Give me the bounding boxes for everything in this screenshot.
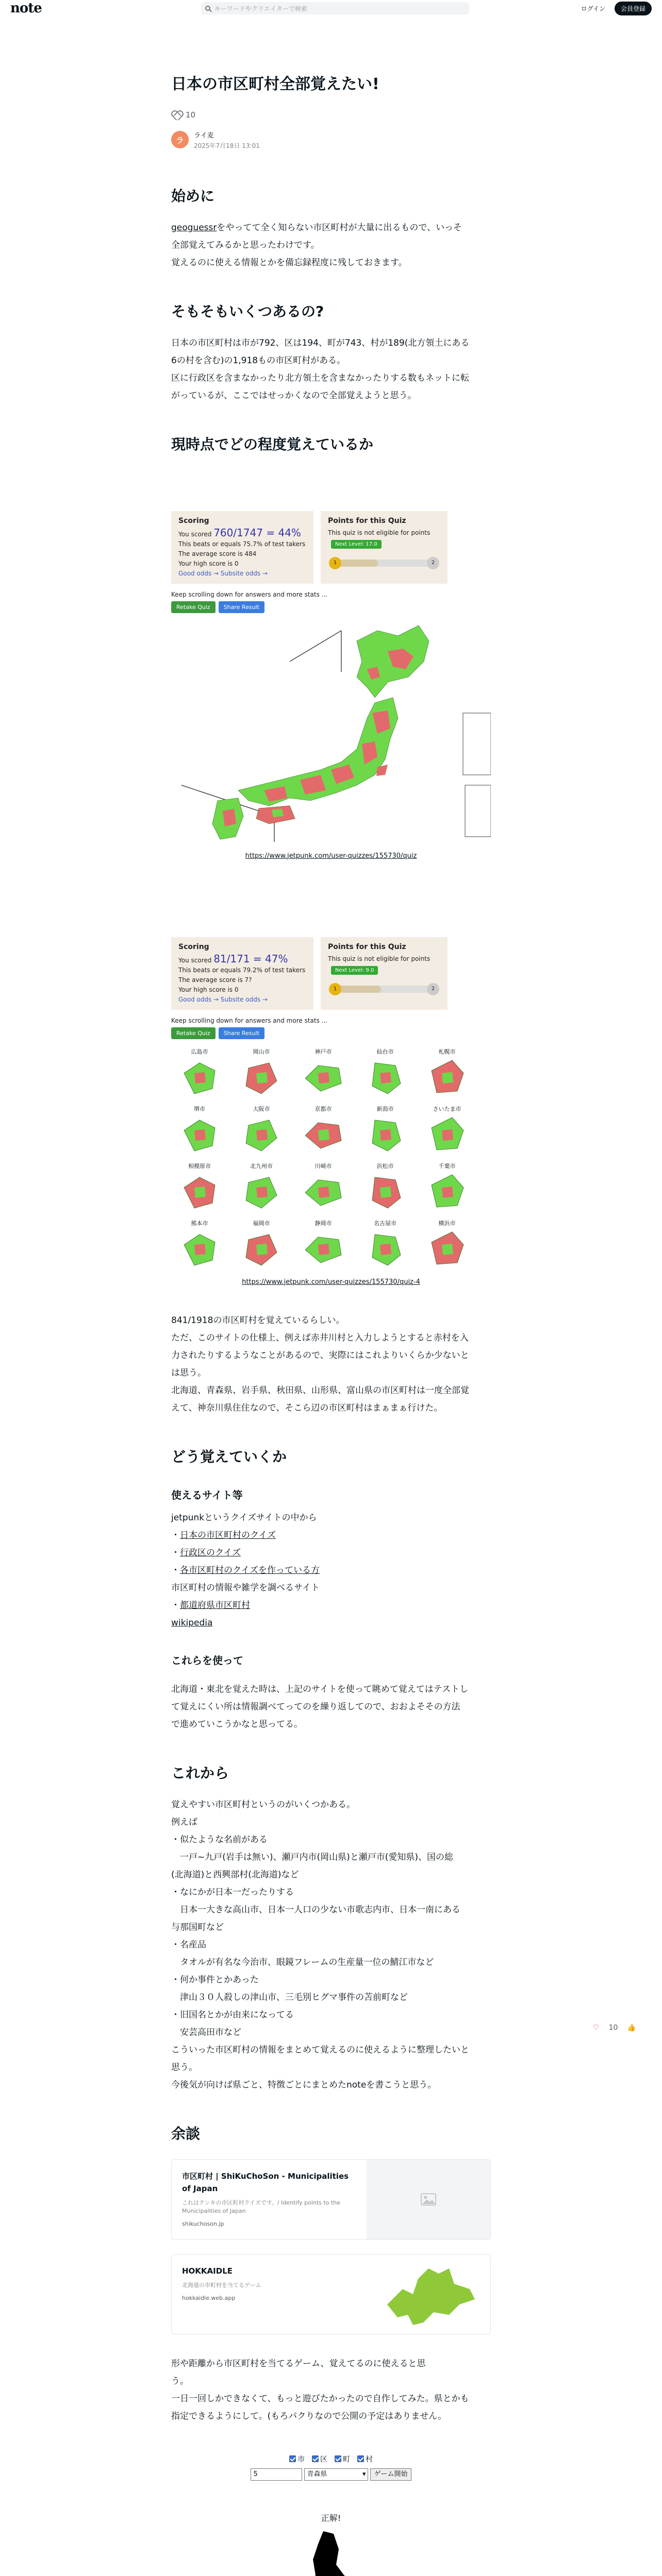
city-label: 大阪市 [253,1105,270,1112]
city-ward-map [179,1172,220,1211]
city-label: 千葉市 [438,1162,456,1170]
progress-heading: 現時点でどの程度覚えているか [171,436,374,453]
quiz1-screenshot [171,511,491,860]
city-ward-map [365,1115,406,1154]
city-ward-map [426,1172,468,1211]
quiz2-keep-scrolling: Keep scrolling down for answers and more stats ... [171,1016,328,1024]
city-ward-map [241,1229,282,1268]
city-ward-map [241,1172,282,1211]
quiz1-retake-button[interactable]: Retake Quiz [171,601,216,613]
quiz1-points-panel [321,511,448,584]
city-tile [171,1162,228,1211]
start-game-button[interactable]: ゲーム開始 [370,2468,411,2481]
quiz2-avg-line: The average score is 7? [178,976,252,984]
like-summary[interactable] [171,110,491,120]
like-count: 10 [186,110,196,120]
site-link-3[interactable]: 各市区町村のクイズを作っている方 [180,1565,320,1576]
city-label: 横浜市 [438,1219,456,1227]
city-ward-map [365,1172,406,1211]
city-ward-map [426,1229,468,1268]
city-label: さいたま市 [433,1105,461,1112]
quiz1-points-line: This quiz is not eligible for points [328,529,431,536]
embed-card-shikuchoson[interactable] [171,2159,491,2240]
city-ward-map [426,1115,468,1154]
future-line-6: 与那国町など [171,1922,224,1933]
hokkaido-thumbnail [367,2255,490,2334]
future-line-1: ・似たような名前がある [171,1835,268,1845]
future-intro-2: 例えば [171,1817,197,1828]
site-link-4[interactable]: 都道府県市区町村 [180,1600,250,1611]
city-ward-map [303,1172,344,1211]
use-text-1: 北海道・東北を覚えた時は、上記のサイトを使って眺めて覚えてはテストし [171,1684,469,1695]
intro-text-3: 覚えるのに使える情報とかを備忘録程度に残しておきます。 [171,257,407,268]
japan-map [171,620,491,842]
extra-heading: 余談 [171,2125,201,2143]
city-tile [295,1219,352,1268]
city-ward-map [303,1115,344,1154]
future-line-13: こういった市区町村の情報をまとめて覚えるのに使えるように整理したいと [171,2045,469,2056]
extra-text-2: う。 [171,2376,189,2386]
heart-icon [171,110,181,120]
site-intro: jetpunkというクイズサイトの中から [171,1513,317,1523]
checkbox-checked-icon[interactable] [357,2455,364,2462]
count-text-2: 6の村を含む)の1,918もの市区町村がある。 [171,355,346,366]
card2-desc: 北海道の市町村を当てるゲーム [182,2281,261,2289]
search-placeholder: キーワードやクリエイターで検索 [214,5,307,12]
quiz1-next-level-tip: Next Level: 17.0 [331,540,382,549]
embed-card-hokkaidle[interactable] [171,2254,491,2334]
quiz2-scoring-title: Scoring [178,942,209,951]
city-label: 神戸市 [315,1048,332,1055]
quiz1-level-knob: 1 [329,557,341,569]
city-label: 堺市 [194,1105,205,1112]
use-heading: これらを使って [171,1654,243,1667]
future-line-3: (北海道)と西興部村(北海道)など [171,1870,299,1880]
city-tile [171,1219,228,1268]
quiz1-scored-prefix: You scored [178,530,214,538]
city-tile [357,1219,413,1268]
count-text-1: 日本の市区町村は市が792、区は194、町が743、村が189(北方領土にある [171,338,470,349]
intro-text-2: 全部覚えてみるかと思ったわけです。 [171,240,320,250]
sites-list: jetpunkというクイズサイトの中から ・日本の市区町村のクイズ ・行政区のクイズ ・各市区町村のクイズを作っている方 市区町村の情報や雑学を調べるサイト ・都道府県市区町村 wikipedia [171,1509,491,1632]
quiz1-beat-line: This beats or equals 75.7% of test takers [178,540,306,548]
city-tile [357,1162,413,1211]
count-text-4: がっているが、ここではせっかくなので全部覚えようと思う。 [171,391,417,401]
city-tile [419,1219,475,1268]
quiz1-share-button[interactable]: Share Result [219,601,264,613]
intro-text-1: をやってて全く知らない市区町村が大量に出るもので、いっそ [217,222,462,233]
card2-title[interactable]: HOKKAIDLE [182,2266,233,2276]
check-cho[interactable] [335,2454,350,2464]
quiz2-high-line: Your high score is 0 [178,986,239,993]
article [171,16,491,2576]
quiz2-share-button[interactable]: Share Result [219,1027,264,1039]
signup-button[interactable]: 会員登録 [615,2,652,15]
extra-text-3: 一日一回しかできなくて、もっと遊びたかったので自作してみた。県とかも [171,2393,469,2404]
city-label: 名古屋市 [374,1219,396,1227]
use-text-3: で進めていこうかなと思ってる。 [171,1719,303,1730]
author-block[interactable] [171,130,491,150]
checkbox-checked-icon[interactable] [335,2455,341,2462]
card1-host: shikuchoson.jp [182,2220,224,2227]
quiz2-retake-button[interactable]: Retake Quiz [171,1027,216,1039]
note-line: 市区町村の情報や雑学を調べるサイト [171,1583,320,1594]
intro-heading: 始めに [171,187,215,205]
search-icon [205,6,210,11]
geoguessr-link[interactable]: geoguessr [171,222,217,233]
city-tile [171,1105,228,1154]
author-name[interactable]: ライ麦 [194,131,214,140]
checkbox-checked-icon[interactable] [312,2455,319,2462]
future-line-15: 今後気が向けば県ごと、特徴ごとにまとめたnoteを書こうと思う。 [171,2080,437,2091]
city-label: 川崎市 [315,1162,332,1170]
summary-text-3: 力されたりするようなことがあるので、実際にはこれよりいくらか少ないと [171,1350,469,1361]
quiz2-odds-link[interactable]: Good odds → Subsite odds → [178,995,268,1003]
quiz1-scoring-panel [171,511,313,584]
quiz1-keep-scrolling: Keep scrolling down for answers and more stats ... [171,590,328,598]
checkbox-checked-icon[interactable] [289,2455,296,2462]
future-heading: これから [171,1765,229,1782]
city-tile [295,1047,352,1096]
count-paragraph [171,334,491,404]
city-ward-map [365,1058,406,1096]
floating-actions [593,2024,636,2032]
extra-paragraph [171,2355,491,2425]
check-label-son: 村 [366,2455,373,2464]
check-label-ku: 区 [320,2455,327,2464]
use-text-2: て覚えにくい所は情報調べてってのを繰り返してので、おおよそその方法 [171,1702,460,1713]
future-paragraph [171,1796,491,2094]
city-tile [419,1105,475,1154]
city-label: 福岡市 [253,1219,270,1227]
quiz1-points-title: Points for this Quiz [328,516,406,525]
city-ward-map [426,1058,468,1096]
image-placeholder-icon [367,2160,490,2239]
city-ward-map [303,1229,344,1268]
future-line-9: ・何か事件とかあった [171,1975,259,1986]
summary-text-1: 841/1918の市区町村を覚えているらしい。 [171,1315,345,1326]
city-tile [295,1105,352,1154]
check-shi[interactable] [289,2454,305,2464]
city-ward-map [179,1229,220,1268]
correct-message: 正解! [321,2513,341,2523]
extra-text-1: 形や距離から市区町村を当てるゲーム、覚えてるのに使えると思 [171,2358,426,2369]
float-like-count: 10 [608,2024,618,2032]
quiz2-screenshot [171,937,491,1286]
municipality-silhouette [292,2529,370,2576]
float-heart-icon[interactable]: ♡ [593,2024,600,2032]
city-tile [419,1047,475,1096]
city-label: 京都市 [315,1105,332,1112]
city-ward-map [179,1115,220,1154]
future-line-14: 思う。 [171,2062,197,2073]
note-logo[interactable]: note [10,1,42,16]
city-label: 相模原市 [188,1162,211,1170]
quiz1-scoring-title: Scoring [178,516,209,525]
count-text-3: 区に行政区を含まなかったり北方領土を含まなかったりする数もネットに転 [171,373,469,384]
card1-title[interactable]: 市区町村 | ShiKuChoSon - Municipalities of Japan [182,2171,349,2193]
future-intro-1: 覚えやすい市区町村というのがいくつかある。 [171,1800,355,1810]
city-label: 新潟市 [376,1105,394,1112]
count-heading: そもそもいくつあるの? [171,302,324,320]
future-line-8: タオルが有名な今治市、眼鏡フレームの生産量一位の鯖江市など [171,1957,434,1968]
login-link[interactable]: ログイン [581,5,605,12]
city-ward-map [303,1058,344,1096]
city-tile [419,1162,475,1211]
quiz2-caption-link[interactable]: https://www.jetpunk.com/user-quizzes/155730/quiz-4 [242,1278,420,1286]
check-son[interactable] [357,2454,373,2464]
city-label: 札幌市 [438,1048,456,1055]
future-line-10: 津山３０人殺しの津山市、三毛別ヒグマ事件の苫前町など [171,1992,408,2003]
city-tile [357,1105,413,1154]
sites-heading: 使えるサイト等 [171,1489,243,1502]
check-label-shi: 市 [297,2455,305,2464]
summary-text-6: えて、神奈川県住住なので、そこら辺の市区町村はまぁまぁ行けた。 [171,1402,443,1413]
quiz2-points-title: Points for this Quiz [328,942,406,951]
use-paragraph [171,1681,491,1733]
prefecture-select[interactable]: 青森県 ▾ [304,2468,368,2481]
city-tile [357,1047,413,1096]
check-ku[interactable] [312,2454,327,2464]
city-tile [295,1162,352,1211]
quiz2-scored-prefix: You scored [178,956,214,964]
site-link-5[interactable]: wikipedia [171,1618,213,1629]
quiz2-level-end: 2 [427,983,439,995]
city-label: 浜松市 [376,1162,394,1170]
city-tile [233,1162,290,1211]
summary-text-2: ただ、このサイトの仕様上、例えば赤井川村と入力しようとすると赤村を入 [171,1332,469,1343]
japan-map-graphic [171,620,491,842]
city-tile [171,1047,228,1096]
city-label: 仙台市 [376,1048,394,1055]
quiz2-points-line: This quiz is not eligible for points [328,955,431,962]
quiz2-level-slider [328,966,440,997]
search-input[interactable] [201,2,469,14]
intro-paragraph [171,219,491,272]
city-tile [233,1219,290,1268]
future-line-11: ・旧国名とかが由来になってる [171,2010,294,2021]
article-title: 日本の市区町村全部覚えたい! [171,75,379,93]
city-ward-map [241,1058,282,1096]
quiz1-level-end: 2 [427,557,439,569]
check-label-cho: 町 [343,2455,350,2464]
summary-text-4: は思う。 [171,1367,206,1378]
quiz1-avg-line: The average score is 484 [178,550,257,557]
site-header [0,0,662,16]
municipality-game [171,2454,491,2576]
city-tile [233,1105,290,1154]
city-label: 北九州市 [250,1162,273,1170]
future-line-4: ・なにかが日本一だったりする [171,1887,294,1898]
future-line-5: 日本一大きな高山市、日本一人口の少ない市歌志内市、日本一南にある [171,1905,460,1916]
quiz1-high-line: Your high score is 0 [178,560,239,567]
extra-text-4: 指定できるようにして。(もろパクりなので公開の予定はありません。 [171,2411,447,2421]
card1-desc: これはテンキの市区町村クイズです。/ Identify points to the Municipalities of Japan [182,2199,341,2214]
quiz1-level-slider [328,540,440,571]
quiz2-score: 81/171 = 47% [213,952,288,965]
city-label: 岡山市 [253,1048,270,1055]
summary-paragraph [171,1312,491,1417]
site-link-1[interactable]: 日本の市区町村のクイズ [180,1530,276,1541]
future-line-2: 一戸~九戸(岩手は無い)、瀬戸内市(岡山県)と瀬戸市(愛知県)、国の総 [171,1852,454,1863]
ward-city-grid [171,1047,475,1268]
quiz2-scoring-panel [171,937,313,1010]
future-line-12: 安芸高田市など [171,2027,241,2038]
city-label: 広島市 [191,1048,208,1055]
city-tile [233,1047,290,1096]
quiz2-level-knob: 1 [329,983,341,995]
round-count-input[interactable]: 5 [251,2468,302,2481]
avatar[interactable]: ラ [171,131,189,148]
float-thumb-icon[interactable]: 👍 [627,2024,636,2032]
quiz2-points-panel [321,937,448,1010]
quiz1-score: 760/1747 = 44% [213,526,301,539]
quiz1-odds-link[interactable]: Good odds → Subsite odds → [178,569,268,577]
site-link-2[interactable]: 行政区のクイズ [180,1548,241,1558]
city-ward-map [179,1058,220,1096]
city-label: 静岡市 [315,1219,332,1227]
publish-date: 2025年7月18日 13:01 [194,142,260,149]
quiz1-caption-link[interactable]: https://www.jetpunk.com/user-quizzes/155730/quiz [245,852,417,860]
summary-text-5: 北海道、青森県、岩手県、秋田県、山形県、富山県の市区町村は一度全部覚 [171,1385,469,1396]
future-line-7: ・名産品 [171,1940,206,1951]
how-heading: どう覚えていくか [171,1448,287,1465]
card2-host: hokkaidle.web.app [182,2294,236,2301]
city-ward-map [241,1115,282,1154]
quiz2-beat-line: This beats or equals 79.2% of test takers [178,966,306,974]
city-label: 熊本市 [191,1219,208,1227]
city-ward-map [365,1229,406,1268]
quiz2-next-level-tip: Next Level: 9.0 [331,966,378,975]
type-checkboxes [171,2454,491,2464]
